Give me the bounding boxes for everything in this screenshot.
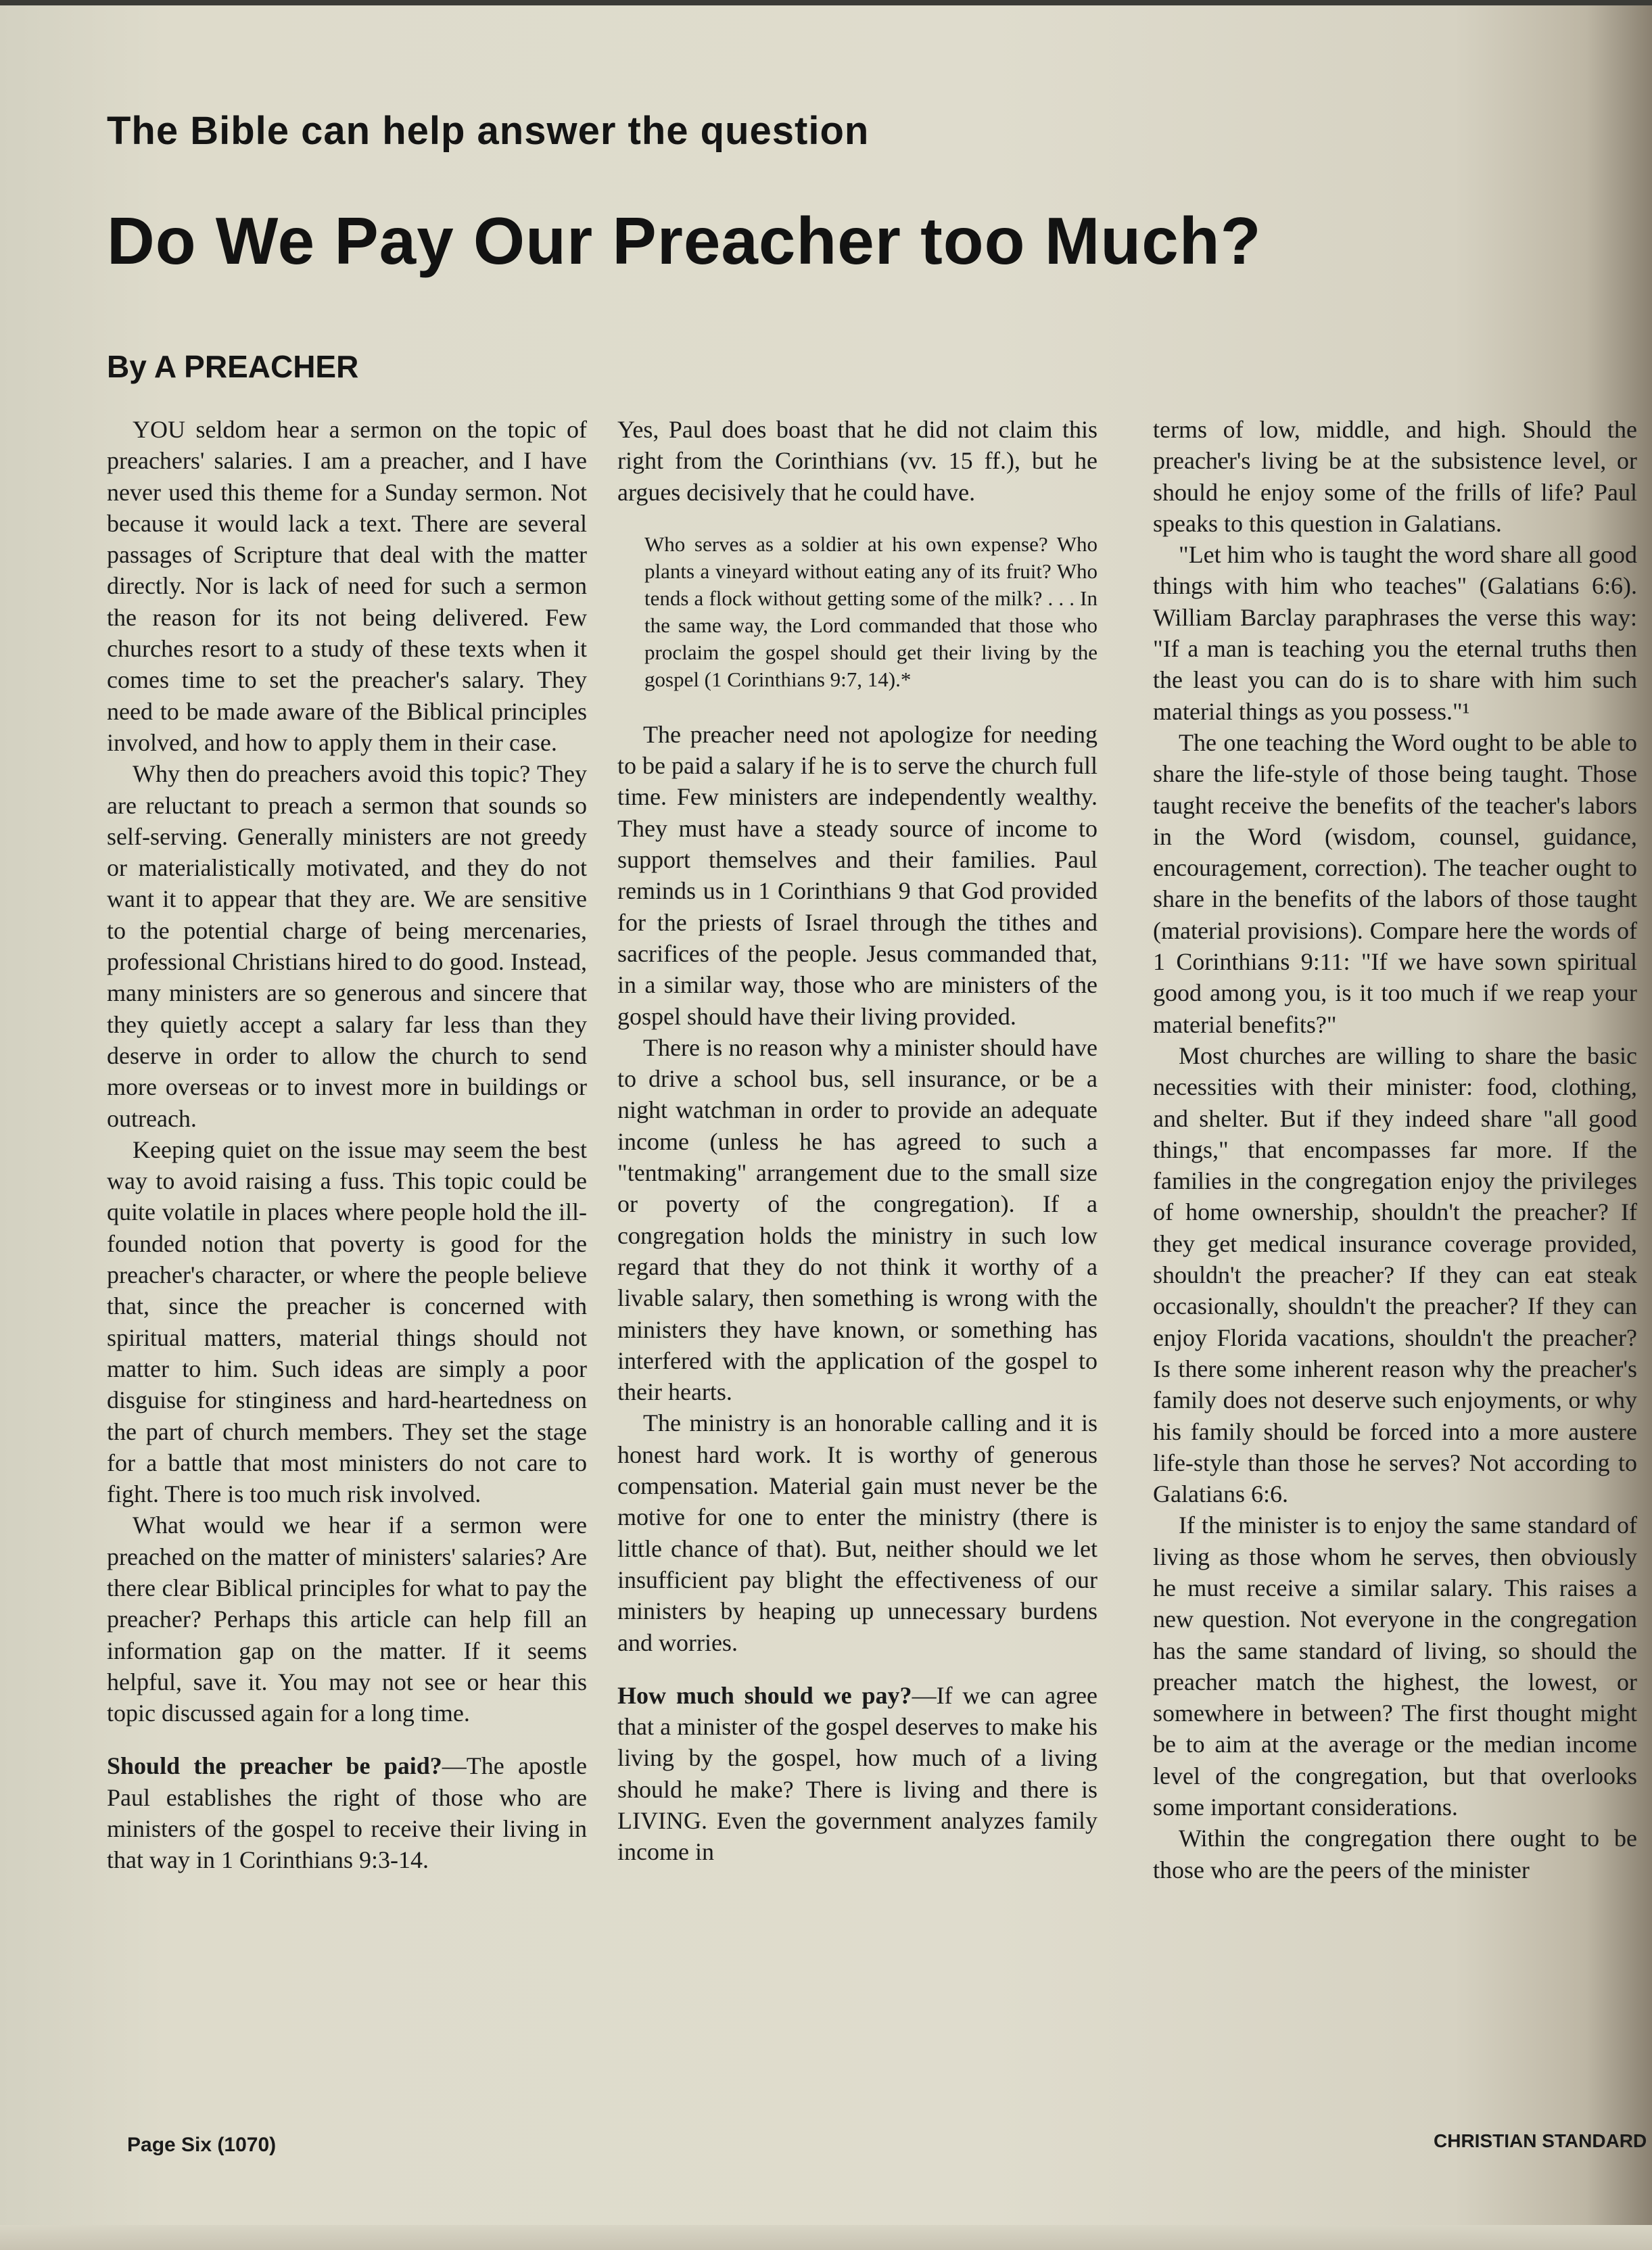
paragraph: The preacher need not apologize for needing to be paid a salary if he is to serve the church full time. Few ministers are independently wealthy. They must have a steady source of income to support themselves and their families. Paul reminds us in 1 Corinthians 9 that God provided for the priests of Israel through the tithes and sacrifices of the people. Jesus commanded that, in a similar way, those who are ministers of the gospel should have their living provided.	[617, 720, 1098, 1030]
paragraph: There is no reason why a minister should have to drive a school bus, sell insurance, or be a night watchman in order to provide an adequate income (unless he has agreed to such a "tentmaking" arrangement due to the small size or poverty of the congregation). If a congregation holds the ministry in such low regard that they do not think it worthy of a livable salary, then something is wrong with the ministers they have known, or something has interfered with the application of the gospel to their hearts.	[617, 1033, 1098, 1406]
paragraph: Why then do preachers avoid this topic? They are reluctant to preach a sermon that sounds so self-serving. Generally ministers are not greedy or materialistically motivated, and they do not want it to appear that they are. We are sensitive to the potential charge of being mercenaries, professional Christians hired to do good. Instead, many ministers are so generous and sincere that they quietly accept a salary far less than they deserve in order to allow the church to send more overseas or to invest more in buildings or outreach.	[107, 760, 587, 1132]
scripture-quote: Who serves as a soldier at his own expense? Who plants a vineyard without eating any of its fruit? Who tends a flock without getting some of the milk? . . . In the same way, the Lord commanded that those who proclaim the gospel should get their living by the gospel (1 Corinthians 9:7, 14).*	[644, 532, 1098, 691]
subsection-heading: How much should we pay?	[617, 1681, 912, 1709]
bottom-edge	[0, 2225, 1652, 2250]
article-title: Do We Pay Our Preacher too Much?	[107, 204, 1262, 278]
text-column-3	[1153, 414, 1637, 1885]
page-number: Page Six (1070)	[127, 2134, 277, 2156]
paragraph: "Let him who is taught the word share all good things with him who teaches" (Galatians 6:6). William Barclay paraphrases the verse this way: "If a man is teaching you the eternal truths then the least you can do is to share with him such material things as you possess."¹	[1153, 541, 1637, 725]
publication-name: CHRISTIAN STANDARD	[1434, 2130, 1647, 2151]
subsection-text: —The apostle Paul establishes the right of those who are ministers of the gospel to receive their living in that way in 1 Corinthians 9:3-14.	[107, 1752, 587, 1874]
subsection-paragraph	[617, 1680, 1098, 1868]
text-column-2	[617, 414, 1098, 1868]
subsection-text: —If we can agree that a minister of the gospel deserves to make his living by the gospel, how much of a living should he make? There is living and there is LIVING. Even the government analyzes family income in	[617, 1681, 1098, 1866]
text-column-1	[107, 414, 587, 1876]
paragraph: terms of low, middle, and high. Should the preacher's living be at the subsistence level, or should he enjoy some of the frills of life? Paul speaks to this question in Galatians.	[1153, 416, 1637, 537]
article-byline: By A PREACHER	[107, 349, 359, 384]
paragraph: If the minister is to enjoy the same standard of living as those whom he serves, then obviously he must receive a similar salary. This raises a new question. Not everyone in the congregation has the same standard of living, so should the preacher match the highest, the lowest, or somewhere in between? The first thought might be to aim at the average or the median income level of the congregation, but that overlooks some important considerations.	[1153, 1511, 1637, 1821]
paragraph: What would we hear if a sermon were preached on the matter of ministers' salaries? Are there clear Biblical principles for what to pay the preacher? Perhaps this article can help fill an information gap on the matter. If it seems helpful, save it. You may not see or hear this topic discussed again for a long time.	[107, 1511, 587, 1727]
paragraph: Keeping quiet on the issue may seem the best way to avoid raising a fuss. This topic could be quite volatile in places where people hold the ill-founded notion that poverty is good for the preacher's character, or where the people believe that, since the preacher is concerned with spiritual matters, material things should not matter to him. Such ideas are simply a poor disguise for stinginess and hard-heartedness on the part of church members. They set the stage for a battle that most ministers do not care to fight. There is too much risk involved.	[107, 1135, 587, 1508]
paragraph: Yes, Paul does boast that he did not claim this right from the Corinthians (vv. 15 ff.), but he argues decisively that he could have.	[617, 416, 1098, 506]
article-kicker: The Bible can help answer the question	[107, 109, 870, 153]
paragraph: The ministry is an honorable calling and it is honest hard work. It is worthy of generous compensation. Material gain must never be the motive for one to enter the ministry (there is little chance of that). But, neither should we let insufficient pay blight the effectiveness of our ministers by heaping up unnecessary burdens and worries.	[617, 1409, 1098, 1656]
subsection-heading: Should the preacher be paid?	[107, 1752, 442, 1780]
paragraph: Within the congregation there ought to be those who are the peers of the minister	[1153, 1825, 1637, 1883]
paragraph: The one teaching the Word ought to be able to share the life-style of those being taught. Those taught receive the benefits of the teacher's labors in the Word (wisdom, counsel, guidance, encouragement, correction). The teacher ought to share in the benefits of the labors of those taught (material provisions). Compare here the words of 1 Corinthians 9:11: "If we have sown spiritual good among you, is it too much if we reap your material benefits?"	[1153, 728, 1637, 1038]
paragraph: Most churches are willing to share the basic necessities with their minister: food, clothing, and shelter. But if they indeed share "all good things," that encompasses far more. If the families in the congregation enjoy the privileges of home ownership, shouldn't the preacher? If they get medical insurance coverage provided, shouldn't the preacher? If they can eat steak occasionally, shouldn't the preacher? If they can enjoy Florida vacations, shouldn't the preacher? Is there some inherent reason why the preacher's family does not deserve such enjoyments, or why his family should be forced into a more austere life-style than those he serves? Not according to Galatians 6:6.	[1153, 1041, 1637, 1508]
subsection-paragraph	[107, 1750, 587, 1875]
top-edge	[0, 0, 1652, 5]
paragraph: YOU seldom hear a sermon on the topic of preachers' salaries. I am a preacher, and I have never used this theme for a Sunday sermon. Not because it would lack a text. There are several passages of Scripture that deal with the matter directly. Nor is lack of need for such a sermon the reason for its not being delivered. Few churches resort to a study of these texts when it comes time to set the preacher's salary. They need to be made aware of the Biblical principles involved, and how to apply them in their case.	[107, 416, 587, 756]
